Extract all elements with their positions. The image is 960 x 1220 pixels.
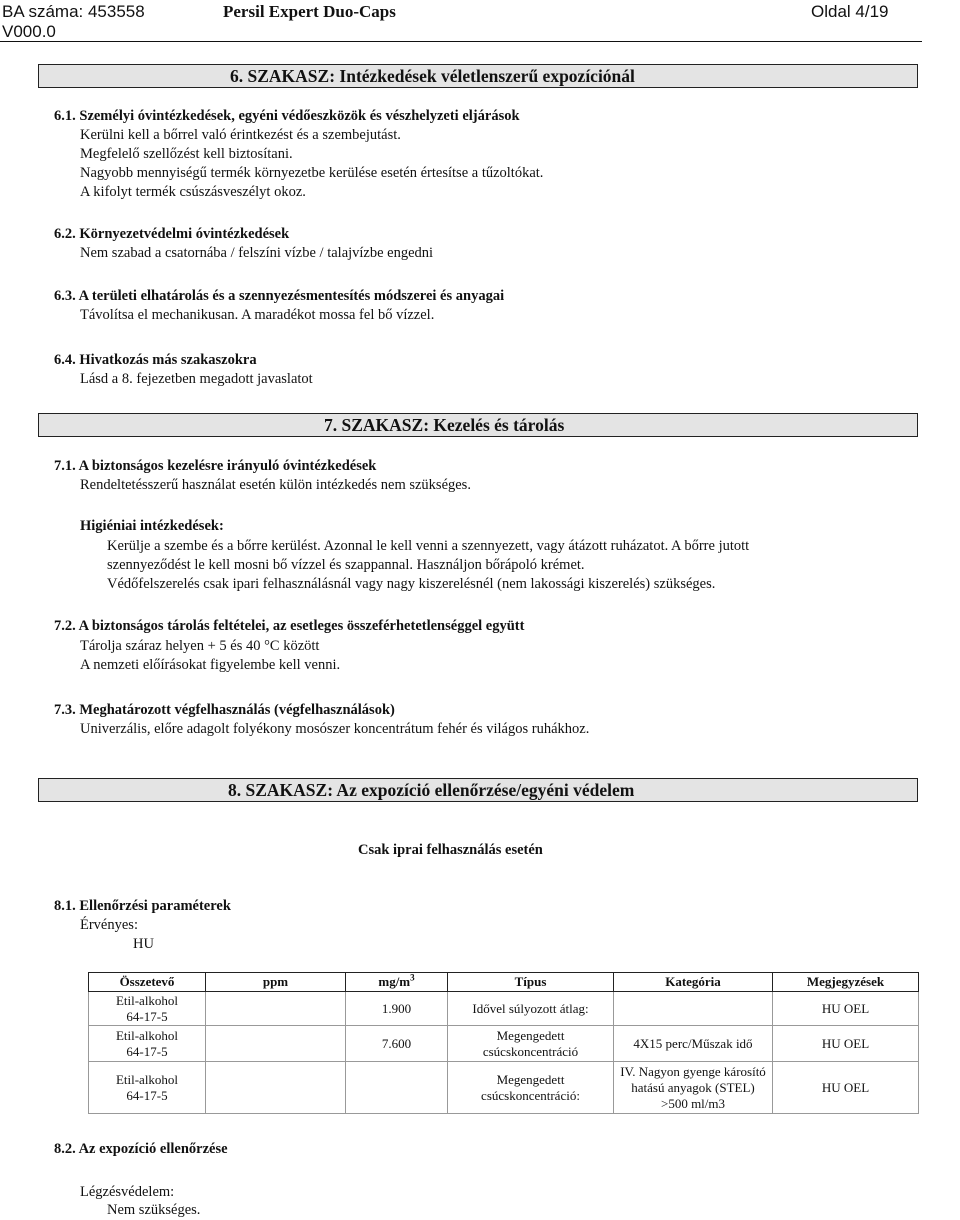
cell-category: 4X15 perc/Műszak idő [614,1026,773,1062]
cell-ppm [206,1062,346,1114]
hygiene-heading: Higiéniai intézkedések: [80,518,224,534]
col-header-category: Kategória [614,973,773,992]
s64-heading: 6.4. Hivatkozás más szakaszokra [54,352,257,368]
section-6-title: 6. SZAKASZ: Intézkedések véletlenszerű expozíciónál [230,66,635,86]
s61-line-1: Kerülni kell a bőrrel való érintkezést és a szembejutást. [80,127,401,143]
hygiene-line-3: Védőfelszerelés csak ipari felhasználásnál vagy nagy kiszerelésnél (nem lakossági kiszerelés) szükséges. [107,576,716,592]
mgm3-superscript: 3 [410,972,415,983]
cell-type: Idővel súlyozott átlag: [448,992,614,1026]
col-header-type: Típus [448,973,614,992]
product-name: Persil Expert Duo-Caps [223,2,396,21]
s71-heading: 7.1. A biztonságos kezelésre irányuló óvintézkedések [54,458,377,474]
s61-heading: 6.1. Személyi óvintézkedések, egyéni védőeszközök és vészhelyzeti eljárások [54,108,520,124]
ba-number: BA száma: 453558 [2,2,145,21]
s72-line-2: A nemzeti előírásokat figyelembe kell venni. [80,657,341,673]
cell-ppm [206,992,346,1026]
s82-heading: 8.2. Az expozíció ellenőrzése [54,1141,228,1157]
category-text: IV. Nagyon gyenge károsító hatású anyagok (STEL) >500 ml/m3 [620,1063,766,1111]
cell-component [89,1062,206,1114]
type-text: Megengedett csúcskoncentráció: [481,1071,580,1103]
cell-category [614,992,773,1026]
s62-heading: 6.2. Környezetvédelmi óvintézkedések [54,226,290,242]
respiratory-label: Légzésvédelem: [80,1184,175,1200]
col-header-component: Összetevő [89,973,206,992]
mgm3-label: mg/m [378,974,411,989]
table-row [89,1062,919,1114]
component-name: Etil-alkohol [115,1027,179,1043]
page-number: Oldal 4/19 [811,2,889,21]
cell-type [448,1062,614,1114]
header-rule [0,41,922,42]
s73-text: Univerzális, előre adagolt folyékony mosószer koncentrátum fehér és világos ruhákhoz. [80,721,590,737]
cell-mgm3 [346,1062,448,1114]
component-cas: 64-17-5 [126,1043,168,1059]
type-text: Megengedett csúcskoncentráció [482,1027,579,1059]
s71-text: Rendeltetésszerű használat esetén külön intézkedés nem szükséges. [80,477,471,493]
s64-text: Lásd a 8. fejezetben megadott javaslatot [80,371,313,387]
valid-value: HU [133,936,154,952]
s61-line-2: Megfelelő szellőzést kell biztosítani. [80,146,293,162]
s81-heading: 8.1. Ellenőrzési paraméterek [54,898,231,914]
s72-line-1: Tárolja száraz helyen + 5 és 40 °C között [80,638,320,654]
col-header-notes: Megjegyzések [773,973,919,992]
cell-mgm3: 7.600 [346,1026,448,1062]
version: V000.0 [2,22,56,41]
cell-type [448,1026,614,1062]
cell-notes: HU OEL [773,1062,919,1114]
s61-line-3: Nagyobb mennyiségű termék környezetbe kerülése esetén értesítse a tűzoltókat. [80,165,544,181]
hygiene-line-2: szennyeződést le kell mosni bő vízzel és szappannal. Használjon bőrápoló krémet. [107,557,585,573]
s61-line-4: A kifolyt termék csúszásveszélyt okoz. [80,184,306,200]
s73-heading: 7.3. Meghatározott végfelhasználás (végfelhasználások) [54,702,395,718]
s62-text: Nem szabad a csatornába / felszíni vízbe / talajvízbe engedni [80,245,434,261]
table-row [89,992,919,1026]
table-row [89,1026,919,1062]
col-header-mgm3 [346,973,448,992]
cell-category [614,1062,773,1114]
component-name: Etil-alkohol [115,1071,179,1087]
section-8-title: 8. SZAKASZ: Az expozíció ellenőrzése/egyéni védelem [228,780,635,800]
s63-heading: 6.3. A területi elhatárolás és a szennyezésmentesítés módszerei és anyagai [54,288,505,304]
cell-component [89,1026,206,1062]
section-7-title: 7. SZAKASZ: Kezelés és tárolás [324,415,565,435]
exposure-limits-table [88,972,919,1114]
section-8-subtitle: Csak iprai felhasználás esetén [358,842,543,858]
col-header-ppm: ppm [206,973,346,992]
component-name: Etil-alkohol [115,992,179,1008]
s63-text: Távolítsa el mechanikusan. A maradékot mossa fel bő vízzel. [80,307,435,323]
table-header-row [89,973,919,992]
valid-label: Érvényes: [80,917,138,933]
cell-notes: HU OEL [773,1026,919,1062]
hygiene-line-1: Kerülje a szembe és a bőrre kerülést. Azonnal le kell venni a szennyezett, vagy átázott ruházatot. A bőrre jutott [107,538,750,554]
cell-notes: HU OEL [773,992,919,1026]
component-cas: 64-17-5 [126,1008,168,1024]
respiratory-value: Nem szükséges. [107,1202,201,1218]
cell-mgm3: 1.900 [346,992,448,1026]
cell-component [89,992,206,1026]
cell-ppm [206,1026,346,1062]
s72-heading: 7.2. A biztonságos tárolás feltételei, az esetleges összeférhetetlenséggel együtt [54,618,525,634]
component-cas: 64-17-5 [126,1087,168,1103]
